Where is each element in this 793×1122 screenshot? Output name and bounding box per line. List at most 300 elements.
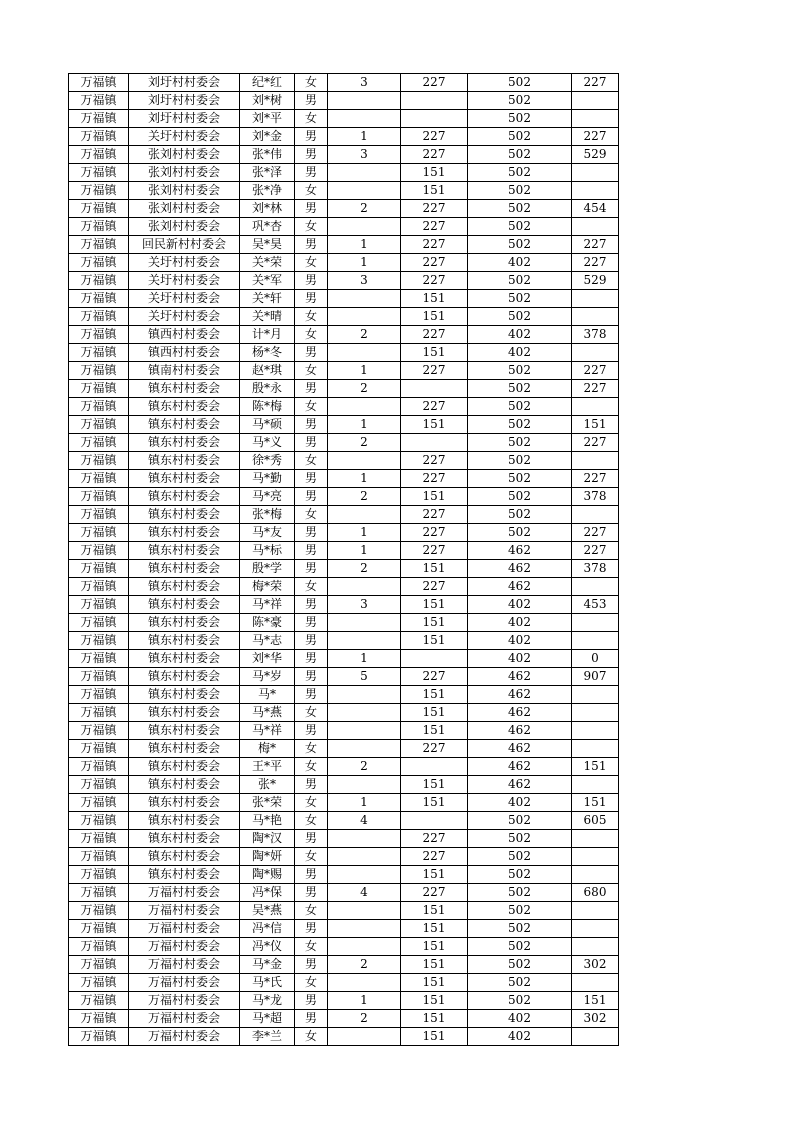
gender-cell: 女 [295, 848, 328, 866]
amount-a-cell: 227 [401, 398, 468, 416]
count-cell [328, 344, 401, 362]
total-cell [572, 704, 619, 722]
name-cell: 马*艳 [240, 812, 295, 830]
total-cell: 227 [572, 362, 619, 380]
amount-b-cell: 462 [468, 560, 572, 578]
name-cell: 计*月 [240, 326, 295, 344]
table-row [69, 614, 619, 632]
amount-b-cell: 502 [468, 830, 572, 848]
table-row [69, 470, 619, 488]
gender-cell: 女 [295, 740, 328, 758]
count-cell: 4 [328, 884, 401, 902]
gender-cell: 女 [295, 812, 328, 830]
count-cell [328, 92, 401, 110]
gender-cell: 女 [295, 362, 328, 380]
name-cell: 刘*金 [240, 128, 295, 146]
gender-cell: 女 [295, 452, 328, 470]
amount-b-cell: 462 [468, 578, 572, 596]
amount-b-cell: 402 [468, 632, 572, 650]
amount-b-cell: 502 [468, 92, 572, 110]
table-row [69, 776, 619, 794]
count-cell: 2 [328, 956, 401, 974]
table-row [69, 236, 619, 254]
amount-a-cell [401, 812, 468, 830]
table-row [69, 164, 619, 182]
amount-b-cell: 402 [468, 1028, 572, 1046]
table-row [69, 668, 619, 686]
count-cell [328, 686, 401, 704]
name-cell: 梅*荣 [240, 578, 295, 596]
name-cell: 陶*妍 [240, 848, 295, 866]
amount-a-cell: 227 [401, 578, 468, 596]
committee-cell: 镇东村村委会 [129, 560, 240, 578]
name-cell: 梅* [240, 740, 295, 758]
table-row [69, 488, 619, 506]
amount-b-cell: 502 [468, 200, 572, 218]
town-cell: 万福镇 [69, 956, 129, 974]
town-cell: 万福镇 [69, 686, 129, 704]
count-cell: 1 [328, 524, 401, 542]
amount-b-cell: 462 [468, 722, 572, 740]
gender-cell: 男 [295, 344, 328, 362]
gender-cell: 男 [295, 866, 328, 884]
gender-cell: 女 [295, 308, 328, 326]
count-cell [328, 398, 401, 416]
gender-cell: 男 [295, 956, 328, 974]
amount-a-cell [401, 758, 468, 776]
total-cell [572, 722, 619, 740]
count-cell [328, 632, 401, 650]
amount-b-cell: 462 [468, 740, 572, 758]
amount-a-cell: 227 [401, 146, 468, 164]
count-cell: 1 [328, 362, 401, 380]
committee-cell: 镇东村村委会 [129, 416, 240, 434]
committee-cell: 张刘村村委会 [129, 164, 240, 182]
name-cell: 王*平 [240, 758, 295, 776]
amount-a-cell: 227 [401, 218, 468, 236]
table-row [69, 272, 619, 290]
committee-cell: 镇东村村委会 [129, 704, 240, 722]
town-cell: 万福镇 [69, 758, 129, 776]
committee-cell: 万福村村委会 [129, 938, 240, 956]
count-cell: 3 [328, 596, 401, 614]
amount-a-cell: 151 [401, 164, 468, 182]
committee-cell: 镇东村村委会 [129, 524, 240, 542]
total-cell: 227 [572, 74, 619, 92]
committee-cell: 张刘村村委会 [129, 146, 240, 164]
total-cell [572, 290, 619, 308]
town-cell: 万福镇 [69, 110, 129, 128]
gender-cell: 女 [295, 902, 328, 920]
name-cell: 马*亮 [240, 488, 295, 506]
committee-cell: 镇东村村委会 [129, 830, 240, 848]
count-cell: 3 [328, 74, 401, 92]
total-cell [572, 578, 619, 596]
gender-cell: 男 [295, 416, 328, 434]
name-cell: 陶*赐 [240, 866, 295, 884]
town-cell: 万福镇 [69, 542, 129, 560]
amount-b-cell: 502 [468, 812, 572, 830]
count-cell [328, 164, 401, 182]
committee-cell: 镇西村村委会 [129, 344, 240, 362]
gender-cell: 男 [295, 470, 328, 488]
count-cell: 1 [328, 992, 401, 1010]
count-cell [328, 830, 401, 848]
total-cell [572, 920, 619, 938]
amount-a-cell: 227 [401, 542, 468, 560]
amount-b-cell: 502 [468, 128, 572, 146]
table-row [69, 830, 619, 848]
table-row [69, 578, 619, 596]
table-row [69, 200, 619, 218]
total-cell: 227 [572, 470, 619, 488]
count-cell [328, 938, 401, 956]
town-cell: 万福镇 [69, 506, 129, 524]
total-cell: 151 [572, 794, 619, 812]
count-cell [328, 1028, 401, 1046]
committee-cell: 刘圩村村委会 [129, 74, 240, 92]
committee-cell: 万福村村委会 [129, 992, 240, 1010]
table-row [69, 722, 619, 740]
name-cell: 马*氏 [240, 974, 295, 992]
table-row [69, 650, 619, 668]
total-cell [572, 974, 619, 992]
amount-a-cell: 151 [401, 938, 468, 956]
amount-a-cell: 227 [401, 128, 468, 146]
committee-cell: 张刘村村委会 [129, 200, 240, 218]
committee-cell: 镇东村村委会 [129, 506, 240, 524]
committee-cell: 关圩村村委会 [129, 308, 240, 326]
amount-b-cell: 502 [468, 272, 572, 290]
committee-cell: 镇东村村委会 [129, 434, 240, 452]
name-cell: 殷*学 [240, 560, 295, 578]
committee-cell: 镇东村村委会 [129, 848, 240, 866]
amount-a-cell: 151 [401, 1010, 468, 1028]
table-row [69, 884, 619, 902]
amount-a-cell [401, 92, 468, 110]
amount-b-cell: 462 [468, 686, 572, 704]
town-cell: 万福镇 [69, 650, 129, 668]
amount-a-cell [401, 380, 468, 398]
name-cell: 冯*仪 [240, 938, 295, 956]
amount-b-cell: 502 [468, 992, 572, 1010]
town-cell: 万福镇 [69, 200, 129, 218]
amount-b-cell: 402 [468, 344, 572, 362]
table-row [69, 596, 619, 614]
town-cell: 万福镇 [69, 830, 129, 848]
gender-cell: 男 [295, 272, 328, 290]
total-cell [572, 344, 619, 362]
gender-cell: 男 [295, 92, 328, 110]
committee-cell: 镇东村村委会 [129, 686, 240, 704]
name-cell: 李*兰 [240, 1028, 295, 1046]
total-cell: 378 [572, 326, 619, 344]
total-cell [572, 848, 619, 866]
town-cell: 万福镇 [69, 938, 129, 956]
gender-cell: 男 [295, 614, 328, 632]
committee-cell: 关圩村村委会 [129, 272, 240, 290]
count-cell: 5 [328, 668, 401, 686]
total-cell: 151 [572, 758, 619, 776]
table-row [69, 416, 619, 434]
table-row [69, 920, 619, 938]
name-cell: 马*金 [240, 956, 295, 974]
amount-b-cell: 402 [468, 614, 572, 632]
town-cell: 万福镇 [69, 812, 129, 830]
name-cell: 马* [240, 686, 295, 704]
amount-b-cell: 502 [468, 956, 572, 974]
amount-a-cell: 151 [401, 614, 468, 632]
total-cell [572, 632, 619, 650]
table-row [69, 362, 619, 380]
town-cell: 万福镇 [69, 92, 129, 110]
total-cell: 151 [572, 416, 619, 434]
table-row [69, 866, 619, 884]
committee-cell: 镇东村村委会 [129, 812, 240, 830]
amount-a-cell: 151 [401, 992, 468, 1010]
table-row [69, 254, 619, 272]
count-cell: 1 [328, 236, 401, 254]
town-cell: 万福镇 [69, 704, 129, 722]
committee-cell: 关圩村村委会 [129, 290, 240, 308]
town-cell: 万福镇 [69, 740, 129, 758]
amount-a-cell: 227 [401, 470, 468, 488]
amount-a-cell: 151 [401, 182, 468, 200]
count-cell: 3 [328, 272, 401, 290]
amount-a-cell: 151 [401, 722, 468, 740]
town-cell: 万福镇 [69, 362, 129, 380]
total-cell [572, 776, 619, 794]
town-cell: 万福镇 [69, 884, 129, 902]
table-row [69, 704, 619, 722]
count-cell [328, 578, 401, 596]
amount-a-cell: 227 [401, 74, 468, 92]
name-cell: 纪*红 [240, 74, 295, 92]
amount-a-cell: 227 [401, 326, 468, 344]
total-cell: 227 [572, 434, 619, 452]
amount-b-cell: 502 [468, 938, 572, 956]
amount-b-cell: 502 [468, 884, 572, 902]
amount-a-cell: 227 [401, 884, 468, 902]
town-cell: 万福镇 [69, 308, 129, 326]
table-row [69, 182, 619, 200]
town-cell: 万福镇 [69, 776, 129, 794]
name-cell: 刘*林 [240, 200, 295, 218]
committee-cell: 镇东村村委会 [129, 776, 240, 794]
town-cell: 万福镇 [69, 902, 129, 920]
total-cell [572, 452, 619, 470]
name-cell: 冯*保 [240, 884, 295, 902]
amount-a-cell: 151 [401, 686, 468, 704]
name-cell: 刘*华 [240, 650, 295, 668]
gender-cell: 男 [295, 200, 328, 218]
name-cell: 张*净 [240, 182, 295, 200]
total-cell [572, 740, 619, 758]
count-cell [328, 452, 401, 470]
table-row [69, 938, 619, 956]
gender-cell: 男 [295, 668, 328, 686]
total-cell [572, 308, 619, 326]
committee-cell: 刘圩村村委会 [129, 92, 240, 110]
amount-b-cell: 502 [468, 308, 572, 326]
amount-b-cell: 502 [468, 524, 572, 542]
gender-cell: 男 [295, 164, 328, 182]
table-row [69, 956, 619, 974]
count-cell: 1 [328, 254, 401, 272]
table-row [69, 74, 619, 92]
committee-cell: 镇东村村委会 [129, 758, 240, 776]
name-cell: 陈*梅 [240, 398, 295, 416]
name-cell: 张* [240, 776, 295, 794]
gender-cell: 男 [295, 884, 328, 902]
town-cell: 万福镇 [69, 218, 129, 236]
town-cell: 万福镇 [69, 560, 129, 578]
table-row [69, 506, 619, 524]
name-cell: 关*轩 [240, 290, 295, 308]
gender-cell: 男 [295, 236, 328, 254]
total-cell: 680 [572, 884, 619, 902]
town-cell: 万福镇 [69, 722, 129, 740]
total-cell: 302 [572, 1010, 619, 1028]
total-cell: 605 [572, 812, 619, 830]
town-cell: 万福镇 [69, 632, 129, 650]
town-cell: 万福镇 [69, 524, 129, 542]
town-cell: 万福镇 [69, 1028, 129, 1046]
town-cell: 万福镇 [69, 470, 129, 488]
table-row [69, 794, 619, 812]
count-cell: 2 [328, 1010, 401, 1028]
amount-a-cell: 227 [401, 200, 468, 218]
amount-a-cell: 151 [401, 290, 468, 308]
town-cell: 万福镇 [69, 596, 129, 614]
table-row [69, 524, 619, 542]
name-cell: 吴*昊 [240, 236, 295, 254]
name-cell: 杨*冬 [240, 344, 295, 362]
gender-cell: 男 [295, 992, 328, 1010]
amount-b-cell: 502 [468, 866, 572, 884]
amount-a-cell: 151 [401, 704, 468, 722]
amount-b-cell: 402 [468, 254, 572, 272]
town-cell: 万福镇 [69, 578, 129, 596]
gender-cell: 男 [295, 380, 328, 398]
gender-cell: 男 [295, 686, 328, 704]
gender-cell: 男 [295, 146, 328, 164]
name-cell: 巩*杏 [240, 218, 295, 236]
gender-cell: 男 [295, 488, 328, 506]
count-cell: 4 [328, 812, 401, 830]
amount-b-cell: 502 [468, 236, 572, 254]
count-cell [328, 110, 401, 128]
name-cell: 张*泽 [240, 164, 295, 182]
amount-a-cell: 151 [401, 560, 468, 578]
name-cell: 马*超 [240, 1010, 295, 1028]
committee-cell: 镇东村村委会 [129, 632, 240, 650]
committee-cell: 镇东村村委会 [129, 866, 240, 884]
name-cell: 马*岁 [240, 668, 295, 686]
gender-cell: 男 [295, 1010, 328, 1028]
table-row [69, 308, 619, 326]
amount-b-cell: 502 [468, 110, 572, 128]
count-cell: 1 [328, 470, 401, 488]
gender-cell: 男 [295, 542, 328, 560]
amount-b-cell: 502 [468, 182, 572, 200]
gender-cell: 女 [295, 254, 328, 272]
amount-a-cell: 227 [401, 272, 468, 290]
table-row [69, 740, 619, 758]
gender-cell: 女 [295, 578, 328, 596]
committee-cell: 镇南村村委会 [129, 362, 240, 380]
committee-cell: 镇东村村委会 [129, 380, 240, 398]
amount-a-cell: 151 [401, 920, 468, 938]
name-cell: 徐*秀 [240, 452, 295, 470]
table-row [69, 110, 619, 128]
amount-a-cell: 151 [401, 416, 468, 434]
table-row [69, 758, 619, 776]
total-cell [572, 398, 619, 416]
amount-a-cell: 151 [401, 776, 468, 794]
count-cell: 2 [328, 326, 401, 344]
town-cell: 万福镇 [69, 146, 129, 164]
count-cell: 2 [328, 758, 401, 776]
count-cell [328, 722, 401, 740]
name-cell: 马*标 [240, 542, 295, 560]
amount-a-cell: 227 [401, 452, 468, 470]
count-cell: 2 [328, 560, 401, 578]
count-cell [328, 848, 401, 866]
name-cell: 关*晴 [240, 308, 295, 326]
gender-cell: 男 [295, 524, 328, 542]
total-cell: 227 [572, 380, 619, 398]
name-cell: 张*伟 [240, 146, 295, 164]
gender-cell: 男 [295, 128, 328, 146]
table-row [69, 992, 619, 1010]
gender-cell: 女 [295, 794, 328, 812]
town-cell: 万福镇 [69, 668, 129, 686]
committee-cell: 镇东村村委会 [129, 578, 240, 596]
amount-b-cell: 462 [468, 776, 572, 794]
count-cell [328, 506, 401, 524]
town-cell: 万福镇 [69, 614, 129, 632]
name-cell: 刘*树 [240, 92, 295, 110]
gender-cell: 男 [295, 920, 328, 938]
committee-cell: 张刘村村委会 [129, 218, 240, 236]
total-cell [572, 614, 619, 632]
committee-cell: 万福村村委会 [129, 920, 240, 938]
name-cell: 马*勤 [240, 470, 295, 488]
table-row [69, 326, 619, 344]
gender-cell: 女 [295, 938, 328, 956]
amount-a-cell: 151 [401, 974, 468, 992]
count-cell [328, 182, 401, 200]
town-cell: 万福镇 [69, 164, 129, 182]
town-cell: 万福镇 [69, 866, 129, 884]
committee-cell: 镇东村村委会 [129, 650, 240, 668]
total-cell [572, 506, 619, 524]
count-cell [328, 290, 401, 308]
amount-a-cell [401, 110, 468, 128]
count-cell [328, 308, 401, 326]
amount-b-cell: 502 [468, 416, 572, 434]
gender-cell: 男 [295, 776, 328, 794]
gender-cell: 男 [295, 830, 328, 848]
amount-b-cell: 502 [468, 434, 572, 452]
count-cell [328, 902, 401, 920]
committee-cell: 关圩村村委会 [129, 254, 240, 272]
town-cell: 万福镇 [69, 848, 129, 866]
town-cell: 万福镇 [69, 1010, 129, 1028]
name-cell: 马*硕 [240, 416, 295, 434]
amount-a-cell: 151 [401, 344, 468, 362]
